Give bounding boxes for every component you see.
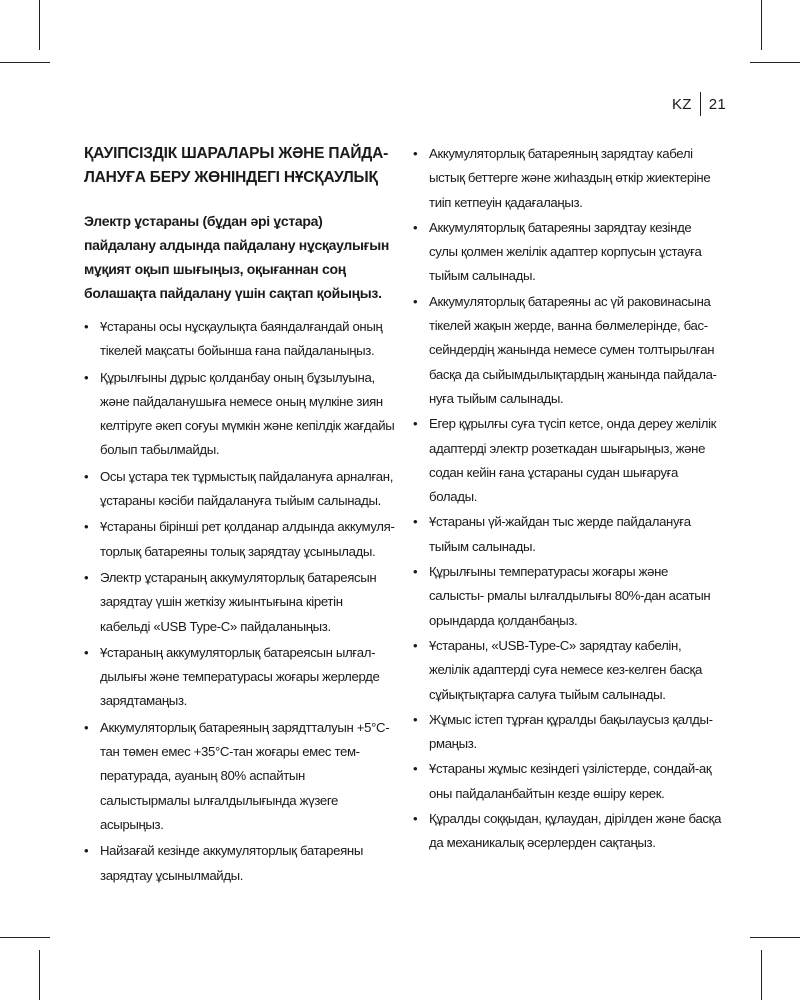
bullet-icon: • (84, 468, 89, 484)
crop-mark (750, 937, 800, 938)
crop-mark (761, 0, 762, 50)
list-item (413, 142, 723, 215)
crop-mark (39, 0, 40, 50)
list-item (84, 716, 396, 837)
list-item (413, 757, 723, 806)
list-item-text: Жұмыс істеп тұрған құралды бақылаусыз қалды- рмаңыз. (429, 711, 713, 752)
safety-list-right (413, 142, 723, 856)
bullet-icon: • (413, 219, 418, 235)
list-item-text: Аккумуляторлық батареяны ас үй раковинасына тікелей жақын жерде, ванна бөлмелерінде, бас- сейндердің жанында немесе сумен толтырылған басқа да сыйымдылықтардың жанында пайдала- нуға тыйым салынады. (429, 293, 717, 406)
bullet-icon: • (84, 519, 89, 535)
list-item (84, 839, 396, 888)
list-item (84, 515, 396, 564)
section-title-line-2: ЛАНУҒА БЕРУ ЖӨНІНДЕГІ НҰСҚАУЛЫҚ (84, 169, 378, 186)
bullet-icon: • (413, 293, 418, 309)
left-column (84, 142, 396, 890)
bullet-icon: • (413, 711, 418, 727)
intro-paragraph: Электр ұстараны (бұдан әрі ұстара) пайдалану алдында пайдалану нұсқаулығын мұқият оқып шығыңыз, оқығаннан соң болашақта пайдалану үшін сақтап қойыңыз. (84, 213, 390, 301)
safety-list-left (84, 315, 396, 888)
list-item-text: Ұстараны үй-жайдан тыс жерде пайдалануға тыйым салынады. (429, 514, 691, 554)
list-item (84, 366, 396, 463)
list-item (84, 465, 396, 514)
crop-mark (750, 62, 800, 63)
list-item-text: Егер құрылғы суға түсіп кетсе, онда дереу желілік адаптерді электр розеткадан шығарыңыз, және содан кейін ғана ұстараны судан шығаруға болады. (429, 416, 717, 505)
list-item-text: Ұстараны жұмыс кезіндегі үзілістерде, сондай-ақ оны пайдаланбайтын кезде өшіру керек. (429, 761, 712, 801)
list-item (413, 412, 723, 509)
list-item-text: Аккумуляторлық батареяның зарядтталуын +5°С-тан төмен емес +35°С-тан жоғары емес тем- пературада, ауаның 80% аспайтын салыстырмалы ылғалдылығында жүзеге асырыңыз. (100, 719, 390, 832)
bullet-icon: • (413, 416, 418, 432)
list-item-text: Электр ұстараның аккумуляторлық батареясын зарядтау үшін жеткізу жиынтығына кіретін кабельді «USB Type-C» пайдаланыңыз. (100, 569, 377, 634)
crop-mark (0, 62, 50, 63)
bullet-icon: • (84, 644, 89, 660)
crop-mark (0, 937, 50, 938)
list-item-text: Найзағай кезінде аккумуляторлық батареяны зарядтау ұсынылмайды. (100, 843, 363, 883)
bullet-icon: • (413, 761, 418, 777)
section-title (84, 142, 396, 190)
crop-mark (761, 950, 762, 1000)
bullet-icon: • (84, 843, 89, 859)
list-item-text: Аккумуляторлық батареяны зарядтау кезінде сулы қолмен желілік адаптер корпусын ұстауға тыйым салынады. (429, 219, 702, 284)
list-item (413, 560, 723, 633)
list-item (413, 510, 723, 559)
page-number: 21 (708, 95, 727, 113)
bullet-icon: • (413, 637, 418, 653)
list-item (413, 807, 723, 856)
header-divider (700, 92, 701, 116)
list-item (413, 634, 723, 707)
bullet-icon: • (84, 569, 89, 585)
bullet-icon: • (413, 146, 418, 161)
bullet-icon: • (413, 564, 418, 580)
list-item-text: Ұстараны, «USB-Type-C» зарядтау кабелін, желілік адаптерді суға немесе кез-келген басқа сұйықтықтарға салуға тыйым салынады. (429, 637, 702, 702)
list-item-text: Ұстараны осы нұсқаулықта баяндалғандай оның тікелей мақсаты бойынша ғана пайдаланыңыз. (100, 319, 383, 359)
list-item (84, 315, 396, 364)
section-title-line-1: ҚАУІПСІЗДІК ШАРАЛАРЫ ЖӘНЕ ПАЙДА- (84, 145, 389, 162)
list-item-text: Құрылғыны температурасы жоғары және салысты- рмалы ылғалдылығы 80%-дан асатын орындарда қолданбаңыз. (429, 564, 711, 628)
list-item-text: Аккумуляторлық батареяның зарядтау кабелі ыстық беттерге және жиһаздың өткір жиектеріне тиіп кетпеуін қадағалаңыз. (429, 146, 711, 210)
bullet-icon: • (84, 319, 89, 334)
crop-mark (39, 950, 40, 1000)
page-header (672, 92, 726, 116)
list-item-text: Осы ұстара тек тұрмыстық пайдалануға арналған, ұстараны кәсіби пайдалануға тыйым салынады. (100, 468, 394, 509)
list-item-text: Ұстараны бірінші рет қолданар алдында аккумуля- торлық батареяны толық зарядтау ұсынылады. (100, 519, 395, 559)
list-item (413, 708, 723, 757)
bullet-icon: • (84, 719, 89, 735)
list-item (413, 216, 723, 289)
list-item (413, 290, 723, 411)
right-column (413, 142, 723, 857)
bullet-icon: • (84, 369, 89, 385)
list-item-text: Құрылғыны дұрыс қолданбау оның бұзылуына, және пайдаланушыға немесе оның мүлкіне зиян келтіруге әкеп соғуы мүмкін және кепілдік жағдайы болып табылмайды. (100, 369, 395, 458)
list-item (84, 641, 396, 714)
language-code: KZ (672, 95, 692, 113)
bullet-icon: • (413, 514, 418, 530)
list-item-text: Құралды соққыдан, құлаудан, дірілден және басқа да механикалық әсерлерден сақтаңыз. (429, 811, 722, 851)
list-item-text: Ұстараның аккумуляторлық батареясын ылғал- дылығы және температурасы жоғары жерлерде зарядтамаңыз. (100, 644, 380, 709)
bullet-icon: • (413, 811, 418, 827)
list-item (84, 566, 396, 639)
